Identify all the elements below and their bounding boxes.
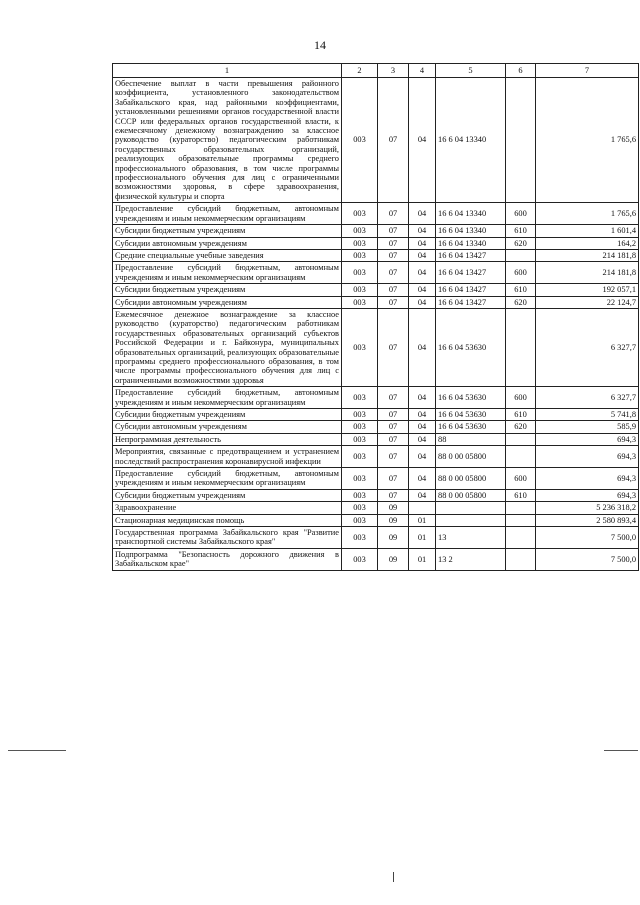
- target-item-code: 16 6 04 53630: [436, 308, 506, 386]
- ministry-code: 003: [342, 249, 378, 261]
- column-header-7: 7: [536, 64, 639, 78]
- section-code: 07: [378, 237, 409, 249]
- subsection-code: 04: [409, 284, 436, 296]
- target-item-code: 16 6 04 13427: [436, 296, 506, 308]
- expense-type-code: 600: [506, 203, 536, 225]
- subsection-code: 04: [409, 78, 436, 203]
- expense-type-code: [506, 433, 536, 445]
- amount: 694,3: [536, 468, 639, 490]
- expense-type-code: 600: [506, 387, 536, 409]
- header-row: [113, 64, 639, 78]
- ministry-code: 003: [342, 548, 378, 570]
- amount: 6 327,7: [536, 387, 639, 409]
- expense-type-code: [506, 78, 536, 203]
- table-row: [113, 489, 639, 501]
- bottom-mark: [393, 872, 394, 882]
- target-item-code: 16 6 04 13340: [436, 78, 506, 203]
- subsection-code: 04: [409, 203, 436, 225]
- table-row: [113, 249, 639, 261]
- amount: 1 601,4: [536, 225, 639, 237]
- section-code: 07: [378, 489, 409, 501]
- row-name: Субсидии автономным учреждениям: [113, 237, 342, 249]
- expense-type-code: 620: [506, 296, 536, 308]
- table-row: [113, 502, 639, 514]
- subsection-code: 04: [409, 409, 436, 421]
- table-row: [113, 387, 639, 409]
- target-item-code: 16 6 04 13427: [436, 262, 506, 284]
- ministry-code: 003: [342, 387, 378, 409]
- amount: 214 181,8: [536, 262, 639, 284]
- row-name: Субсидии автономным учреждениям: [113, 421, 342, 433]
- table-row: [113, 514, 639, 526]
- section-code: 09: [378, 548, 409, 570]
- amount: 2 580 893,4: [536, 514, 639, 526]
- subsection-code: 01: [409, 514, 436, 526]
- section-code: 07: [378, 225, 409, 237]
- column-header-3: 3: [378, 64, 409, 78]
- section-code: 07: [378, 308, 409, 386]
- row-name: Государственная программа Забайкальского края "Развитие транспортной системы Забайкальского края": [113, 527, 342, 549]
- expense-type-code: 600: [506, 262, 536, 284]
- table-row: [113, 446, 639, 468]
- expense-type-code: 610: [506, 489, 536, 501]
- row-name: Здравоохранение: [113, 502, 342, 514]
- target-item-code: 13 2: [436, 548, 506, 570]
- amount: 585,9: [536, 421, 639, 433]
- row-name: Субсидии автономным учреждениям: [113, 296, 342, 308]
- ministry-code: 003: [342, 446, 378, 468]
- row-name: Субсидии бюджетным учреждениям: [113, 225, 342, 237]
- expense-type-code: 610: [506, 225, 536, 237]
- target-item-code: 88 0 00 05800: [436, 446, 506, 468]
- section-code: 09: [378, 502, 409, 514]
- row-name: Предоставление субсидий бюджетным, автономным учреждениям и иным некоммерческим организациям: [113, 262, 342, 284]
- section-code: 07: [378, 446, 409, 468]
- row-name: Субсидии бюджетным учреждениям: [113, 489, 342, 501]
- section-code: 07: [378, 421, 409, 433]
- section-code: 09: [378, 514, 409, 526]
- target-item-code: 16 6 04 53630: [436, 387, 506, 409]
- amount: 5 741,8: [536, 409, 639, 421]
- subsection-code: 04: [409, 308, 436, 386]
- ministry-code: 003: [342, 284, 378, 296]
- target-item-code: 88 0 00 05800: [436, 489, 506, 501]
- table-row: [113, 284, 639, 296]
- subsection-code: 01: [409, 548, 436, 570]
- subsection-code: [409, 502, 436, 514]
- section-code: 07: [378, 433, 409, 445]
- subsection-code: 04: [409, 468, 436, 490]
- ministry-code: 003: [342, 225, 378, 237]
- ministry-code: 003: [342, 237, 378, 249]
- column-header-5: 5: [436, 64, 506, 78]
- amount: 694,3: [536, 446, 639, 468]
- amount: 7 500,0: [536, 527, 639, 549]
- target-item-code: 16 6 04 53630: [436, 421, 506, 433]
- expense-type-code: 620: [506, 421, 536, 433]
- expense-type-code: [506, 308, 536, 386]
- margin-line-right: [604, 750, 638, 751]
- target-item-code: 16 6 04 53630: [436, 409, 506, 421]
- amount: 6 327,7: [536, 308, 639, 386]
- table-row: [113, 296, 639, 308]
- row-name: Средние специальные учебные заведения: [113, 249, 342, 261]
- amount: 5 236 318,2: [536, 502, 639, 514]
- ministry-code: 003: [342, 78, 378, 203]
- column-header-1: 1: [113, 64, 342, 78]
- target-item-code: 16 6 04 13340: [436, 237, 506, 249]
- subsection-code: 04: [409, 387, 436, 409]
- amount: 164,2: [536, 237, 639, 249]
- row-name: Предоставление субсидий бюджетным, автономным учреждениям и иным некоммерческим организациям: [113, 387, 342, 409]
- ministry-code: 003: [342, 262, 378, 284]
- row-name: Подпрограмма "Безопасность дорожного движения в Забайкальском крае": [113, 548, 342, 570]
- subsection-code: 04: [409, 237, 436, 249]
- ministry-code: 003: [342, 421, 378, 433]
- amount: 192 057,1: [536, 284, 639, 296]
- page-number: 14: [314, 38, 326, 52]
- subsection-code: 04: [409, 433, 436, 445]
- subsection-code: 04: [409, 489, 436, 501]
- row-name: Непрограммная деятельность: [113, 433, 342, 445]
- table-row: [113, 433, 639, 445]
- table-row: [113, 237, 639, 249]
- amount: 214 181,8: [536, 249, 639, 261]
- target-item-code: 16 6 04 13427: [436, 249, 506, 261]
- table-row: [113, 308, 639, 386]
- table-row: [113, 527, 639, 549]
- target-item-code: 16 6 04 13340: [436, 203, 506, 225]
- section-code: 09: [378, 527, 409, 549]
- ministry-code: 003: [342, 409, 378, 421]
- row-name: Предоставление субсидий бюджетным, автономным учреждениям и иным некоммерческим организациям: [113, 468, 342, 490]
- amount: 7 500,0: [536, 548, 639, 570]
- subsection-code: 01: [409, 527, 436, 549]
- table-row: [113, 409, 639, 421]
- subsection-code: 04: [409, 225, 436, 237]
- expense-type-code: [506, 446, 536, 468]
- table-row: [113, 468, 639, 490]
- row-name: Субсидии бюджетным учреждениям: [113, 409, 342, 421]
- amount: 694,3: [536, 489, 639, 501]
- row-name: Субсидии бюджетным учреждениям: [113, 284, 342, 296]
- amount: 22 124,7: [536, 296, 639, 308]
- column-header-4: 4: [409, 64, 436, 78]
- amount: 694,3: [536, 433, 639, 445]
- section-code: 07: [378, 284, 409, 296]
- table-row: [113, 225, 639, 237]
- subsection-code: 04: [409, 262, 436, 284]
- margin-line-left: [8, 750, 66, 751]
- section-code: 07: [378, 387, 409, 409]
- expense-type-code: [506, 249, 536, 261]
- target-item-code: [436, 502, 506, 514]
- expense-type-code: 620: [506, 237, 536, 249]
- section-code: 07: [378, 203, 409, 225]
- table-row: [113, 421, 639, 433]
- ministry-code: 003: [342, 502, 378, 514]
- amount: 1 765,6: [536, 203, 639, 225]
- ministry-code: 003: [342, 468, 378, 490]
- expense-type-code: [506, 514, 536, 526]
- expense-type-code: 610: [506, 284, 536, 296]
- subsection-code: 04: [409, 249, 436, 261]
- subsection-code: 04: [409, 446, 436, 468]
- section-code: 07: [378, 409, 409, 421]
- ministry-code: 003: [342, 433, 378, 445]
- target-item-code: [436, 514, 506, 526]
- section-code: 07: [378, 262, 409, 284]
- row-name: Предоставление субсидий бюджетным, автономным учреждениям и иным некоммерческим организациям: [113, 203, 342, 225]
- target-item-code: 16 6 04 13427: [436, 284, 506, 296]
- budget-table: [112, 63, 639, 571]
- section-code: 07: [378, 296, 409, 308]
- section-code: 07: [378, 468, 409, 490]
- section-code: 07: [378, 78, 409, 203]
- target-item-code: 13: [436, 527, 506, 549]
- subsection-code: 04: [409, 421, 436, 433]
- ministry-code: 003: [342, 514, 378, 526]
- row-name: Стационарная медицинская помощь: [113, 514, 342, 526]
- ministry-code: 003: [342, 527, 378, 549]
- table-row: [113, 548, 639, 570]
- subsection-code: 04: [409, 296, 436, 308]
- table-row: [113, 262, 639, 284]
- expense-type-code: [506, 527, 536, 549]
- section-code: 07: [378, 249, 409, 261]
- ministry-code: 003: [342, 203, 378, 225]
- ministry-code: 003: [342, 296, 378, 308]
- row-name: Мероприятия, связанные с предотвращением и устранением последствий распространения коронавирусной инфекции: [113, 446, 342, 468]
- target-item-code: 88 0 00 05800: [436, 468, 506, 490]
- target-item-code: 16 6 04 13340: [436, 225, 506, 237]
- expense-type-code: [506, 502, 536, 514]
- column-header-2: 2: [342, 64, 378, 78]
- target-item-code: 88: [436, 433, 506, 445]
- expense-type-code: 600: [506, 468, 536, 490]
- row-name: Ежемесячное денежное вознаграждение за классное руководство (кураторство) педагогическим работникам государственных образовательных организаций субъектов Российской Федерации и г. Байконура, муниципальных образовательных организаций, реализующих образовательные программы среднего профессионального образования, в том числе программы профессионального обучения для лиц с ограниченными возможностями здоровья: [113, 308, 342, 386]
- expense-type-code: 610: [506, 409, 536, 421]
- table-row: [113, 203, 639, 225]
- table-body: [113, 78, 639, 571]
- ministry-code: 003: [342, 308, 378, 386]
- row-name: Обеспечение выплат в части превышения районного коэффициента, установленного законодательством Забайкальского края, над районными коэффициентами, установленными решениями органов государственной власти СССР или федеральных органов государственной власти, к ежемесячному денежному вознаграждению за классное руководство (кураторство) педагогическим работникам государственных образовательных организаций, реализующих образовательные программы среднего профессионального образования, в том числе программы профессионального обучения для лиц с ограниченными возможностями здоровья, в сфере здравоохранения, физической культуры и спорта: [113, 78, 342, 203]
- table-row: [113, 78, 639, 203]
- amount: 1 765,6: [536, 78, 639, 203]
- ministry-code: 003: [342, 489, 378, 501]
- column-header-6: 6: [506, 64, 536, 78]
- expense-type-code: [506, 548, 536, 570]
